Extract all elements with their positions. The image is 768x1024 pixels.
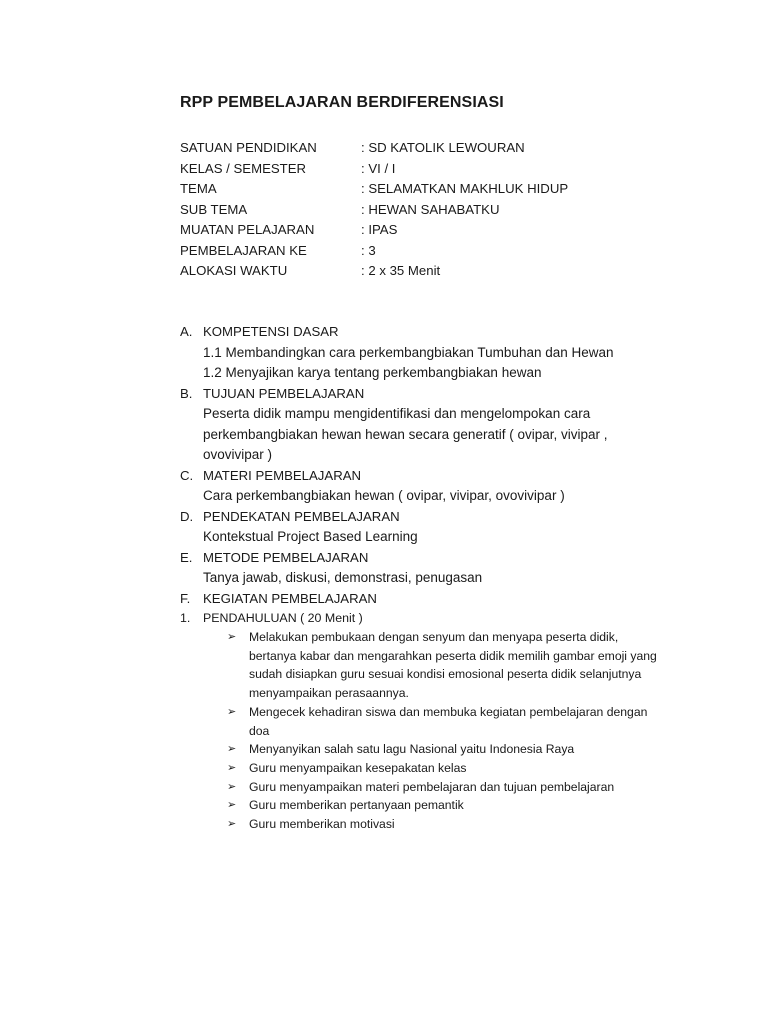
list-item-text: [249, 759, 680, 778]
identity-value: : SELAMATKAN MAKHLUK HIDUP: [361, 181, 569, 196]
list-item: [227, 628, 680, 703]
subsection-heading-text: PENDAHULUAN ( 20 Menit ): [203, 611, 363, 625]
section-line: 1.2 Menyajikan karya tentang perkembangbiakan hewan: [203, 365, 542, 380]
identity-row: [180, 261, 568, 282]
section-letter: C.: [180, 467, 194, 483]
section-heading-text: TUJUAN PEMBELAJARAN: [203, 385, 365, 401]
subsection-number: 1.: [180, 611, 191, 625]
identity-value: : SD KATOLIK LEWOURAN: [361, 140, 525, 155]
identity-row: [180, 220, 568, 241]
arrow-bullet-icon: ➢: [227, 743, 237, 756]
section-heading-kompetensi: [180, 322, 680, 343]
section-heading-text: PENDEKATAN PEMBELAJARAN: [203, 508, 400, 524]
section-body-materi: [180, 486, 680, 507]
list-item-line: Guru memberikan pertanyaan pemantik: [249, 798, 464, 813]
identity-label: TEMA: [180, 181, 217, 196]
section-line: perkembangbiakan hewan hewan secara generatif ( ovipar, vivipar ,: [203, 426, 608, 442]
section-body-tujuan: [180, 404, 680, 466]
list-item-text: [249, 740, 680, 759]
identity-row: [180, 241, 568, 262]
list-item: [227, 759, 680, 778]
subsection-heading-pendahuluan: [180, 609, 680, 628]
list-item-line: Melakukan pembukaan dengan senyum dan menyapa peserta didik,: [249, 630, 619, 644]
section-body-kompetensi: [180, 343, 680, 384]
identity-label: SATUAN PENDIDIKAN: [180, 140, 317, 155]
list-item-line: menyampaikan perasaannya.: [249, 686, 409, 701]
list-item-line: Menyanyikan salah satu lagu Nasional yaitu Indonesia Raya: [249, 742, 575, 757]
section-heading-metode: [180, 548, 680, 569]
list-item-line: bertanya kabar dan mengarahkan peserta didik memilih gambar emoji yang: [249, 648, 657, 663]
identity-value: : 3: [361, 242, 376, 258]
document-title: RPP PEMBELAJARAN BERDIFERENSIASI: [180, 94, 504, 111]
identity-label: KELAS / SEMESTER: [180, 160, 307, 176]
section-letter: A.: [180, 324, 193, 339]
list-item-text: [249, 628, 680, 703]
list-item-text: [249, 703, 680, 740]
section-heading-kegiatan: [180, 589, 680, 610]
list-item-line: Guru memberikan motivasi: [249, 817, 395, 832]
section-body-pendekatan: [180, 527, 680, 548]
identity-label: ALOKASI WAKTU: [180, 263, 288, 278]
list-item: [227, 778, 680, 797]
section-heading-text: METODE PEMBELAJARAN: [203, 549, 369, 565]
section-heading-tujuan: [180, 384, 680, 405]
section-line: 1.1 Membandingkan cara perkembangbiakan Tumbuhan dan Hewan: [203, 344, 614, 360]
section-body-metode: [180, 568, 680, 589]
section-line: Cara perkembangbiakan hewan ( ovipar, vivipar, ovovivipar ): [203, 488, 565, 503]
identity-value: : HEWAN SAHABATKU: [361, 201, 500, 217]
identity-table: [180, 138, 568, 282]
list-item-line: sudah disiapkan guru sesuai kondisi emosional peserta didik selanjutnya: [249, 667, 642, 682]
list-item: [227, 703, 680, 740]
identity-value: : VI / I: [361, 160, 396, 176]
arrow-bullet-icon: ➢: [227, 631, 237, 643]
section-letter: E.: [180, 549, 193, 565]
section-heading-text: KEGIATAN PEMBELAJARAN: [203, 590, 377, 606]
section-line: Kontekstual Project Based Learning: [203, 529, 418, 544]
arrow-bullet-icon: ➢: [227, 780, 237, 793]
list-item-text: [249, 778, 680, 797]
identity-row: [180, 138, 568, 159]
pendahuluan-bullet-list: [180, 628, 680, 834]
section-line: Tanya jawab, diskusi, demonstrasi, penugasan: [203, 570, 483, 585]
identity-value: : IPAS: [361, 222, 398, 237]
identity-label: SUB TEMA: [180, 201, 248, 217]
identity-label: MUATAN PELAJARAN: [180, 222, 315, 237]
list-item: [227, 815, 680, 834]
section-line: Peserta didik mampu mengidentifikasi dan mengelompokan cara: [203, 406, 591, 421]
section-heading-text: MATERI PEMBELAJARAN: [203, 467, 362, 483]
section-letter: F.: [180, 590, 191, 606]
identity-row: [180, 179, 568, 200]
list-item: [227, 740, 680, 759]
list-item-text: [249, 796, 680, 815]
list-item-line: Mengecek kehadiran siswa dan membuka kegiatan pembelajaran dengan: [249, 704, 648, 719]
list-item-line: Guru menyampaikan kesepakatan kelas: [249, 760, 467, 775]
arrow-bullet-icon: ➢: [227, 761, 237, 774]
identity-row: [180, 159, 568, 180]
content-sections: [180, 322, 680, 834]
list-item-line: doa: [249, 723, 270, 738]
arrow-bullet-icon: ➢: [227, 705, 237, 718]
arrow-bullet-icon: ➢: [227, 818, 237, 831]
section-heading-materi: [180, 466, 680, 487]
identity-label: PEMBELAJARAN KE: [180, 242, 307, 258]
section-line: ovovivipar ): [203, 447, 273, 462]
section-heading-pendekatan: [180, 507, 680, 528]
list-item: [227, 796, 680, 815]
list-item-line: Guru menyampaikan materi pembelajaran dan tujuan pembelajaran: [249, 779, 615, 794]
identity-row: [180, 200, 568, 221]
identity-value: : 2 x 35 Menit: [361, 263, 441, 278]
list-item-text: [249, 815, 680, 834]
section-heading-text: KOMPETENSI DASAR: [203, 324, 339, 339]
section-letter: D.: [180, 508, 194, 524]
arrow-bullet-icon: ➢: [227, 799, 237, 812]
section-letter: B.: [180, 385, 193, 401]
